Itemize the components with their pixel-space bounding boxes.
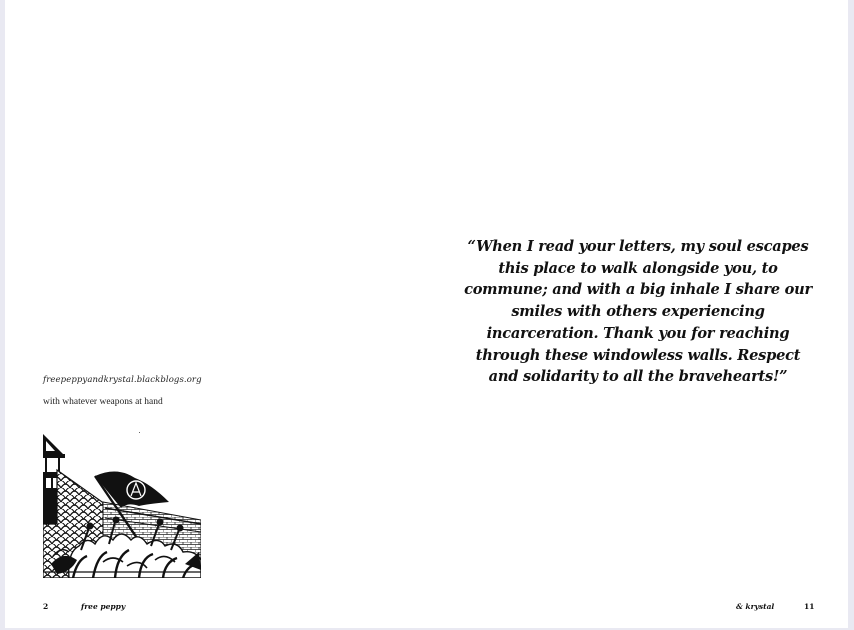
zine-spread xyxy=(5,0,848,628)
blog-url: freepeppyandkrystal.blackblogs.org xyxy=(43,375,202,385)
left-page xyxy=(5,0,426,628)
running-title-right: & krystal xyxy=(736,602,775,611)
page-number-left: 2 xyxy=(43,602,49,611)
pull-quote: “When I read your letters, my soul escapes this place to walk alongside you, to commune; and with a big inhale I share our smiles with others experiencing incarceration. Thank you for reaching through these windowless walls. Respect and solidarity to all the bravehearts!” xyxy=(464,238,812,386)
prison-wall-anarchy-flag-illustration xyxy=(43,432,201,578)
motto-line: with whatever weapons at hand xyxy=(43,397,163,407)
running-title-left: free peppy xyxy=(81,602,126,611)
page-number-right: 11 xyxy=(804,602,815,611)
right-page xyxy=(426,0,848,628)
